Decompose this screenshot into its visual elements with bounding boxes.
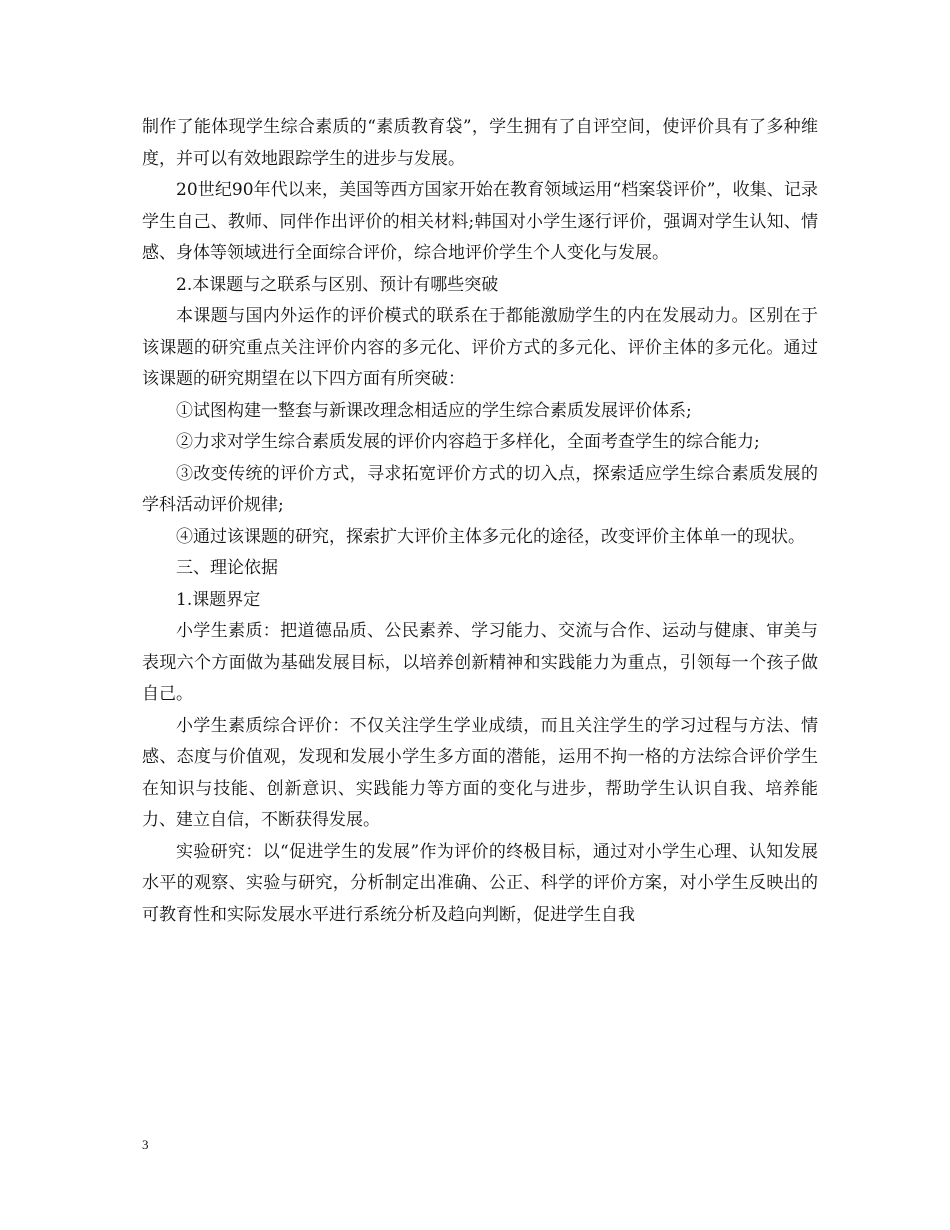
list-item: ③改变传统的评价方式，寻求拓宽评价方式的切入点，探索适应学生综合素质发展的学科活动评价规律; — [142, 463, 818, 515]
paragraph: 20世纪90年代以来，美国等西方国家开始在教育领域运用“档案袋评价”，收集、记录学生自己、教师、同伴作出评价的相关材料;韩国对小学生逐行评价，强调对学生认知、情感、身体等领域进行全面综合评价，综合地评价学生个人变化与发展。 — [142, 180, 818, 263]
list-item: ①试图构建一整套与新课改理念相适应的学生综合素质发展评价体系; — [176, 400, 692, 421]
list-item: ②力求对学生综合素质发展的评价内容趋于多样化，全面考查学生的综合能力; — [176, 432, 760, 452]
paragraph: 实验研究：以“促进学生的发展”作为评价的终极目标，通过对小学生心理、认知发展水平的观察、实验与研究，分析制定出准确、公正、科学的评价方案，对小学生反映出的可教育性和实际发展水平进行系统分析及趋向判断，促进学生自我 — [142, 841, 818, 925]
subsection-heading: 1.课题界定 — [176, 589, 261, 610]
paragraph: 制作了能体现学生综合素质的“素质教育袋”，学生拥有了自评空间，使评价具有了多种维度，并可以有效地跟踪学生的进步与发展。 — [142, 117, 818, 169]
paragraph: 本课题与国内外运作的评价模式的联系在于都能激励学生的内在发展动力。区别在于该课题的研究重点关注评价内容的多元化、评价方式的多元化、评价主体的多元化。通过该课题的研究期望在以下四方面有所突破： — [142, 306, 818, 389]
paragraph: 小学生素质综合评价：不仅关注学生学业成绩，而且关注学生的学习过程与方法、情感、态度与价值观，发现和发展小学生多方面的潜能，运用不拘一格的方法综合评价学生在知识与技能、创新意识、实践能力等方面的变化与进步，帮助学生认识自我、培养能力、建立自信，不断获得发展。 — [142, 715, 818, 830]
section-heading: 2.本课题与之联系与区别、预计有哪些突破 — [176, 274, 499, 295]
document-body — [142, 112, 818, 931]
list-item: ④通过该课题的研究，探索扩大评价主体多元化的途径，改变评价主体单一的现状。 — [176, 526, 805, 547]
page-number: 3 — [142, 1137, 149, 1152]
section-heading: 三、理论依据 — [176, 558, 278, 578]
paragraph: 小学生素质：把道德品质、公民素养、学习能力、交流与合作、运动与健康、审美与表现六个方面做为基础发展目标，以培养创新精神和实践能力为重点，引领每一个孩子做自己。 — [142, 621, 818, 704]
